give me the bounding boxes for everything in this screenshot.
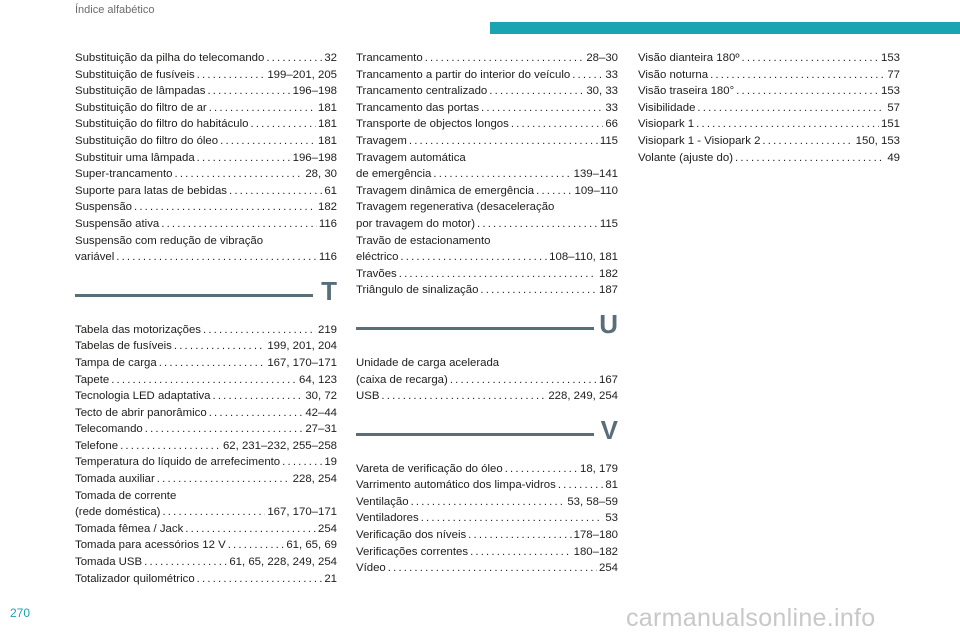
dot-leader xyxy=(175,166,304,183)
index-entry-label: Temperatura do líquido de arrefecimento xyxy=(75,456,281,469)
index-entry-pages: 167, 170–171 xyxy=(267,356,337,369)
index-entry[interactable] xyxy=(75,83,337,100)
index-entry-label: Tampa de carga xyxy=(75,356,157,369)
index-entry-pages: 181 xyxy=(317,134,337,147)
index-entry-first-line: Travagem automática xyxy=(356,151,466,164)
dot-leader xyxy=(696,116,879,133)
dot-leader xyxy=(450,372,597,389)
index-entry-label: Tabelas de fusíveis xyxy=(75,340,172,353)
index-entry-label: Visibilidade xyxy=(638,101,696,114)
index-entry[interactable] xyxy=(75,438,337,455)
index-entry-label: Totalizador quilométrico xyxy=(75,572,195,585)
index-entry-label: Trancamento a partir do interior do veículo xyxy=(356,68,571,81)
index-entry-first-line: Suspensão com redução de vibração xyxy=(75,234,264,247)
dot-leader xyxy=(111,372,297,389)
index-entry-label: variável xyxy=(75,251,115,264)
index-entry-label: Triângulo de sinalização xyxy=(356,284,479,297)
index-entry-pages: 28–30 xyxy=(586,52,618,64)
index-entry[interactable] xyxy=(75,338,337,355)
index-entry[interactable] xyxy=(638,67,900,84)
index-entry-pages: 153 xyxy=(880,52,900,64)
section-header xyxy=(356,413,618,457)
index-entry-pages: 21 xyxy=(324,572,337,585)
index-entry[interactable] xyxy=(356,494,618,511)
index-entry[interactable] xyxy=(638,50,900,67)
index-entry-pages: 181 xyxy=(317,101,337,114)
dot-leader xyxy=(558,477,603,494)
index-entry[interactable] xyxy=(75,521,337,538)
index-entry-label: Travões xyxy=(356,267,397,280)
header-accent-bar xyxy=(490,22,960,34)
index-entry-pages: 228, 249, 254 xyxy=(548,390,618,403)
index-entry[interactable] xyxy=(75,183,337,200)
index-entry[interactable] xyxy=(356,527,618,544)
dot-leader xyxy=(251,116,316,133)
dot-leader xyxy=(710,67,885,84)
index-entry-pages: 187 xyxy=(598,284,618,297)
index-entry[interactable] xyxy=(638,150,900,167)
section-header xyxy=(75,274,337,318)
index-entry-label: Travagem xyxy=(356,134,407,147)
index-entry-label: Verificação dos níveis xyxy=(356,529,467,542)
dot-leader xyxy=(411,494,566,511)
index-entry-label: Visiopark 1 - Visiopark 2 xyxy=(638,134,761,147)
dot-leader xyxy=(174,338,265,355)
index-entry-label: Trancamento xyxy=(356,52,423,64)
index-entry-pages: 150, 153 xyxy=(855,134,900,147)
index-entry-first-line: Travão de estacionamento xyxy=(356,234,491,247)
index-entry-label: por travagem do motor) xyxy=(356,217,476,230)
index-entry-pages: 66 xyxy=(605,118,618,131)
index-entry[interactable] xyxy=(75,150,337,167)
index-entry-pages: 167, 170–171 xyxy=(267,506,337,519)
dot-leader xyxy=(505,461,578,478)
index-entry-pages: 30, 33 xyxy=(586,85,618,98)
index-entry-label: Tecnologia LED adaptativa xyxy=(75,390,211,403)
index-entry-pages: 62, 231–232, 255–258 xyxy=(222,439,337,452)
index-entry-pages: 108–110, 181 xyxy=(549,251,618,264)
index-entry[interactable] xyxy=(356,50,618,67)
index-entry-label: Ventilação xyxy=(356,495,409,508)
index-entry-label: Suspensão xyxy=(75,201,132,214)
index-entry[interactable] xyxy=(75,199,337,216)
index-entry-pages: 32 xyxy=(324,52,337,64)
dot-leader xyxy=(116,249,317,266)
index-entry-label: de emergência xyxy=(356,168,432,181)
index-entry-label: Visiopark 1 xyxy=(638,118,695,131)
index-entry[interactable] xyxy=(75,133,337,150)
dot-leader xyxy=(511,116,604,133)
index-entry-first-line: Tomada de corrente xyxy=(75,489,177,502)
dot-leader xyxy=(197,571,323,588)
index-entry-label: Tabela das motorizações xyxy=(75,323,201,336)
index-entry-pages: 199, 201, 204 xyxy=(267,340,337,353)
index-entry-pages: 33 xyxy=(605,68,618,81)
dot-leader xyxy=(481,100,603,117)
dot-leader xyxy=(735,150,885,167)
index-entry-label: Trancamento das portas xyxy=(356,101,480,114)
index-entry-pages: 19 xyxy=(324,456,337,469)
index-entry-label: Visão dianteira 180º xyxy=(638,52,740,64)
index-entry-label: Substituição de lâmpadas xyxy=(75,85,206,98)
dot-leader xyxy=(159,355,266,372)
index-entry-label: Suporte para latas de bebidas xyxy=(75,184,227,197)
index-entry[interactable] xyxy=(638,133,900,150)
index-entry-pages: 53, 58–59 xyxy=(567,495,618,508)
index-entry[interactable] xyxy=(356,266,618,283)
index-entry-pages: 116 xyxy=(318,217,337,230)
index-entry[interactable] xyxy=(356,83,618,100)
index-entry-pages: 196–198 xyxy=(292,151,337,164)
index-entry-label: Tomada auxiliar xyxy=(75,473,155,486)
index-entry[interactable] xyxy=(75,554,337,571)
dot-leader xyxy=(741,50,879,67)
index-entry-pages: 81 xyxy=(605,479,618,492)
index-entry-label: Substituição do filtro de ar xyxy=(75,101,207,114)
index-entry-label: Verificações correntes xyxy=(356,545,469,558)
index-entry[interactable] xyxy=(75,50,337,67)
dot-leader xyxy=(400,249,547,266)
dot-leader xyxy=(536,183,572,200)
dot-leader xyxy=(266,50,322,67)
index-entry[interactable] xyxy=(75,322,337,339)
index-entry-pages: 61, 65, 69 xyxy=(286,539,337,552)
index-column-1 xyxy=(75,50,337,587)
dot-leader xyxy=(433,166,571,183)
index-entry[interactable] xyxy=(356,116,618,133)
dot-leader xyxy=(229,183,322,200)
dot-leader xyxy=(209,405,304,422)
index-entry-label: Tomada para acessórios 12 V xyxy=(75,539,226,552)
index-entry-label: Suspensão ativa xyxy=(75,217,160,230)
index-entry-pages: 64, 123 xyxy=(298,373,337,386)
index-entry-label: Tecto de abrir panorâmico xyxy=(75,406,207,419)
dot-leader xyxy=(207,83,290,100)
dot-leader xyxy=(470,544,572,561)
index-entry[interactable] xyxy=(356,282,618,299)
dot-leader xyxy=(399,266,597,283)
index-entry[interactable] xyxy=(356,388,618,405)
index-entry-pages: 116 xyxy=(318,251,337,264)
dot-leader xyxy=(480,282,597,299)
index-entry-pages: 30, 72 xyxy=(305,390,337,403)
index-entry-pages: 139–141 xyxy=(573,168,618,181)
index-entry[interactable] xyxy=(75,67,337,84)
index-entry-label: Travagem dinâmica de emergência xyxy=(356,184,535,197)
index-entry-pages: 115 xyxy=(599,217,618,230)
section-header xyxy=(356,307,618,351)
index-entry-label: Super-trancamento xyxy=(75,168,173,181)
index-entry[interactable] xyxy=(75,355,337,372)
index-entry[interactable] xyxy=(75,504,337,521)
dot-leader xyxy=(157,471,291,488)
dot-leader xyxy=(762,133,853,150)
index-entry-pages: 178–180 xyxy=(573,529,618,542)
index-entry-pages: 109–110 xyxy=(574,184,618,197)
index-entry-pages: 254 xyxy=(317,522,337,535)
index-entry[interactable] xyxy=(75,421,337,438)
dot-leader xyxy=(220,133,316,150)
index-entry[interactable] xyxy=(75,388,337,405)
dot-leader xyxy=(425,50,585,67)
index-column-2 xyxy=(356,50,618,577)
index-entry-label: USB xyxy=(356,390,380,403)
dot-leader xyxy=(489,83,584,100)
dot-leader xyxy=(572,67,603,84)
index-entry-pages: 28, 30 xyxy=(305,168,337,181)
section-rule xyxy=(75,294,313,297)
dot-leader xyxy=(409,133,598,150)
index-entry[interactable] xyxy=(356,216,618,233)
index-entry-label: Substituição de fusíveis xyxy=(75,68,195,81)
index-entry[interactable] xyxy=(356,133,618,150)
index-entry-label: Substituição do filtro do habitáculo xyxy=(75,118,249,131)
index-entry[interactable] xyxy=(75,537,337,554)
index-entry[interactable] xyxy=(75,249,337,266)
section-letter: V xyxy=(600,414,618,445)
index-entry-pages: 254 xyxy=(598,562,618,575)
index-entry[interactable] xyxy=(356,372,618,389)
dot-leader xyxy=(144,554,227,571)
page-number: 270 xyxy=(10,606,31,620)
index-entry-label: Ventiladores xyxy=(356,512,419,525)
dot-leader xyxy=(145,421,304,438)
index-entry[interactable] xyxy=(356,477,618,494)
dot-leader xyxy=(736,83,879,100)
index-entry-pages: 61, 65, 228, 249, 254 xyxy=(229,556,337,569)
index-entry-label: Trancamento centralizado xyxy=(356,85,488,98)
index-entry-label: Visão traseira 180° xyxy=(638,85,735,98)
index-entry-label: (rede doméstica) xyxy=(75,506,161,519)
index-entry-label: Volante (ajuste do) xyxy=(638,151,733,164)
index-entry-label: Visão noturna xyxy=(638,68,709,81)
index-entry-label: Tomada fêmea / Jack xyxy=(75,522,184,535)
dot-leader xyxy=(120,438,221,455)
index-entry-first-line: Unidade de carga acelerada xyxy=(356,356,500,369)
index-column-3 xyxy=(638,50,900,166)
section-rule xyxy=(356,327,594,330)
dot-leader xyxy=(161,216,317,233)
dot-leader xyxy=(209,100,316,117)
index-entry[interactable] xyxy=(356,461,618,478)
watermark: carmanualsonline.info xyxy=(626,604,876,632)
index-entry-pages: 53 xyxy=(605,512,618,525)
index-entry[interactable] xyxy=(356,183,618,200)
index-entry[interactable] xyxy=(75,454,337,471)
index-entry-label: Transporte de objectos longos xyxy=(356,118,509,131)
index-entry-label: Tapete xyxy=(75,373,110,386)
index-entry-pages: 182 xyxy=(317,201,337,214)
index-entry[interactable] xyxy=(356,67,618,84)
index-entry-pages: 167 xyxy=(598,373,618,386)
index-entry-pages: 42–44 xyxy=(305,406,337,419)
dot-leader xyxy=(388,560,597,577)
index-entry[interactable] xyxy=(356,510,618,527)
dot-leader xyxy=(213,388,304,405)
index-entry-pages: 57 xyxy=(887,101,900,114)
dot-leader xyxy=(197,67,266,84)
index-entry-pages: 196–198 xyxy=(292,85,337,98)
dot-leader xyxy=(477,216,598,233)
index-entry-label: eléctrico xyxy=(356,251,399,264)
index-entry-pages: 181 xyxy=(317,118,337,131)
dot-leader xyxy=(134,199,316,216)
index-entry-pages: 61 xyxy=(324,184,337,197)
index-entry-pages: 49 xyxy=(887,151,900,164)
index-entry-first-line: Travagem regenerativa (desaceleração xyxy=(356,201,555,214)
index-entry-label: Tomada USB xyxy=(75,556,143,569)
index-entry-label: Vídeo xyxy=(356,562,386,575)
section-rule xyxy=(356,433,594,436)
index-entry-label: Substituir uma lâmpada xyxy=(75,151,195,164)
index-entry[interactable] xyxy=(75,372,337,389)
section-letter: U xyxy=(599,308,618,339)
index-entry-label: Varrimento automático dos limpa-vidros xyxy=(356,479,556,492)
index-entry[interactable] xyxy=(356,100,618,117)
dot-leader xyxy=(203,322,316,339)
index-entry-label: (caixa de recarga) xyxy=(356,373,448,386)
index-entry-label: Telecomando xyxy=(75,423,143,436)
index-entry[interactable] xyxy=(75,100,337,117)
index-entry-label: Substituição da pilha do telecomando xyxy=(75,52,265,64)
index-entry[interactable] xyxy=(75,166,337,183)
index-entry-pages: 180–182 xyxy=(573,545,618,558)
dot-leader xyxy=(282,454,322,471)
dot-leader xyxy=(468,527,571,544)
index-entry-pages: 153 xyxy=(880,85,900,98)
dot-leader xyxy=(197,150,291,167)
index-entry-label: Vareta de verificação do óleo xyxy=(356,462,503,475)
index-entry[interactable] xyxy=(75,216,337,233)
index-entry[interactable] xyxy=(75,116,337,133)
index-entry-pages: 18, 179 xyxy=(579,462,618,475)
index-entry-pages: 77 xyxy=(887,68,900,81)
dot-leader xyxy=(228,537,285,554)
index-entry[interactable] xyxy=(75,571,337,588)
dot-leader xyxy=(381,388,546,405)
index-entry[interactable] xyxy=(75,471,337,488)
dot-leader xyxy=(421,510,604,527)
index-entry-pages: 115 xyxy=(599,134,618,147)
index-entry[interactable] xyxy=(638,116,900,133)
index-entry-label: Substituição do filtro do óleo xyxy=(75,134,219,147)
index-entry[interactable] xyxy=(638,83,900,100)
index-entry[interactable] xyxy=(638,100,900,117)
index-entry-pages: 27–31 xyxy=(305,423,337,436)
header-title: Índice alfabético xyxy=(75,4,155,16)
index-entry-pages: 219 xyxy=(317,323,337,336)
dot-leader xyxy=(697,100,885,117)
index-entry-pages: 151 xyxy=(880,118,900,131)
index-entry-label: Telefone xyxy=(75,439,119,452)
section-letter: T xyxy=(321,275,337,306)
index-entry[interactable] xyxy=(75,405,337,422)
index-entry-pages: 199–201, 205 xyxy=(267,68,337,81)
dot-leader xyxy=(162,504,265,521)
dot-leader xyxy=(185,521,316,538)
index-entry-pages: 228, 254 xyxy=(292,473,337,486)
index-entry[interactable] xyxy=(356,249,618,266)
index-entry[interactable] xyxy=(356,544,618,561)
index-entry-pages: 33 xyxy=(605,101,618,114)
index-entry[interactable] xyxy=(356,560,618,577)
index-entry-pages: 182 xyxy=(598,267,618,280)
index-entry[interactable] xyxy=(356,166,618,183)
